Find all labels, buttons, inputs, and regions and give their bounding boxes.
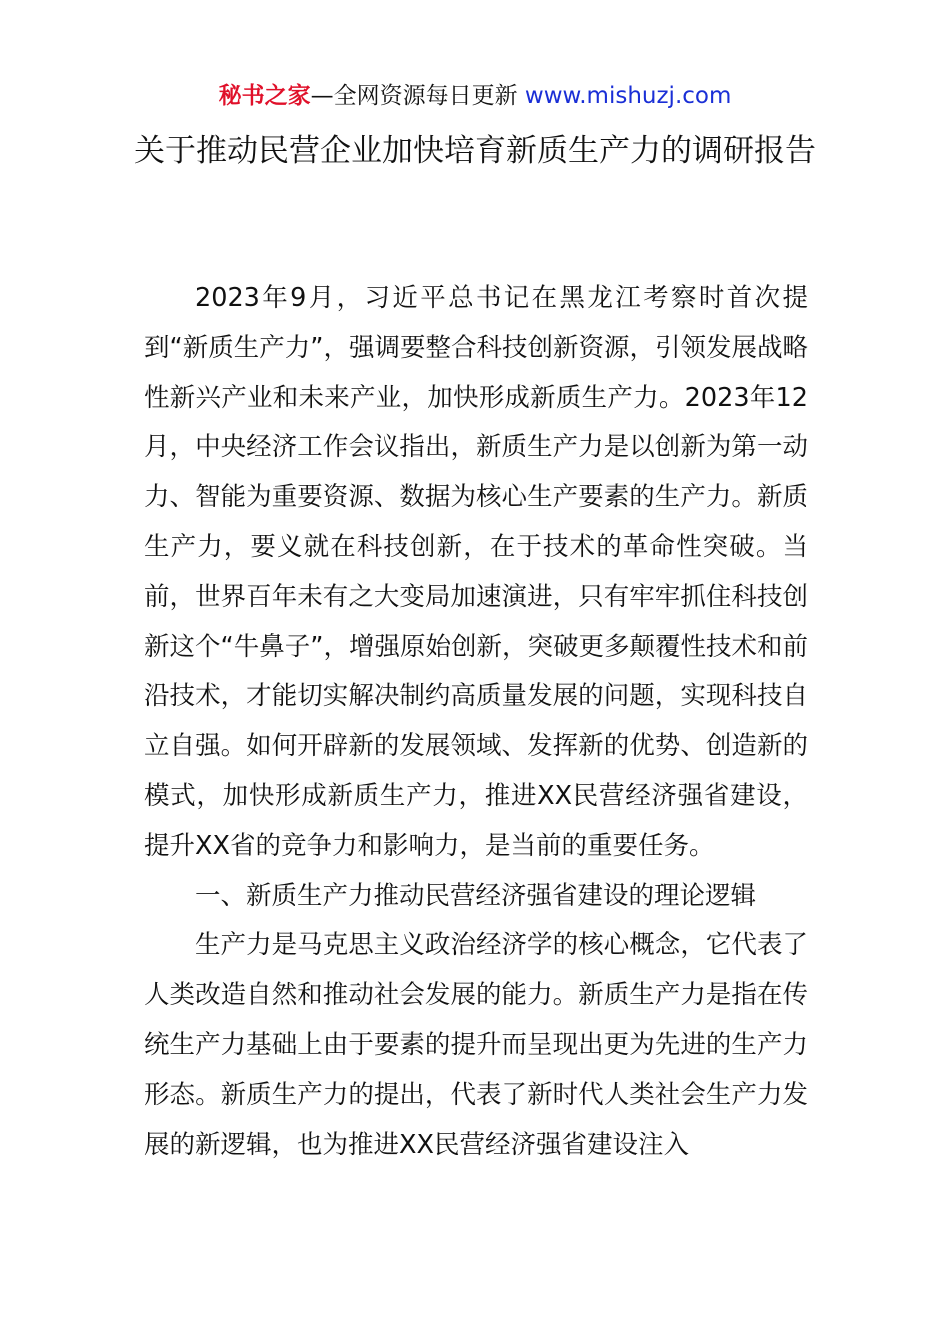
site-header: [0, 80, 950, 112]
site-url-link[interactable]: www.mishuzj.com: [524, 83, 732, 109]
site-tagline: —全网资源每日更新: [310, 83, 525, 109]
document-title: 关于推动民营企业加快培育新质生产力的调研报告: [134, 133, 816, 169]
document-body: [144, 274, 808, 1170]
body-paragraph: 生产力是马克思主义政治经济学的核心概念，它代表了人类改造自然和推动社会发展的能力。新质生产力是指在传统生产力基础上由于要素的提升而呈现出更为先进的生产力形态。新质生产力的提出，代表了新时代人类社会生产力发展的新逻辑，也为推进XX民营经济强省建设注入: [144, 930, 808, 1160]
section-heading: 一、新质生产力推动民营经济强省建设的理论逻辑: [195, 880, 757, 911]
site-brand: 秘书之家: [218, 83, 311, 109]
intro-paragraph: 2023年9月，习近平总书记在黑龙江考察时首次提到“新质生产力”，强调要整合科技创新资源，引领发展战略性新兴产业和未来产业，加快形成新质生产力。2023年12月，中央经济工作会议指出，新质生产力是以创新为第一动力、智能为重要资源、数据为核心生产要素的生产力。新质生产力，要义就在科技创新，在于技术的革命性突破。当前，世界百年未有之大变局加速演进，只有牢牢抓住科技创新这个“牛鼻子”，增强原始创新，突破更多颠覆性技术和前沿技术，才能切实解决制约高质量发展的问题，实现科技自立自强。如何开辟新的发展领域、发挥新的优势、创造新的模式，加快形成新质生产力，推进XX民营经济强省建设，提升XX省的竞争力和影响力，是当前的重要任务。: [144, 283, 808, 861]
